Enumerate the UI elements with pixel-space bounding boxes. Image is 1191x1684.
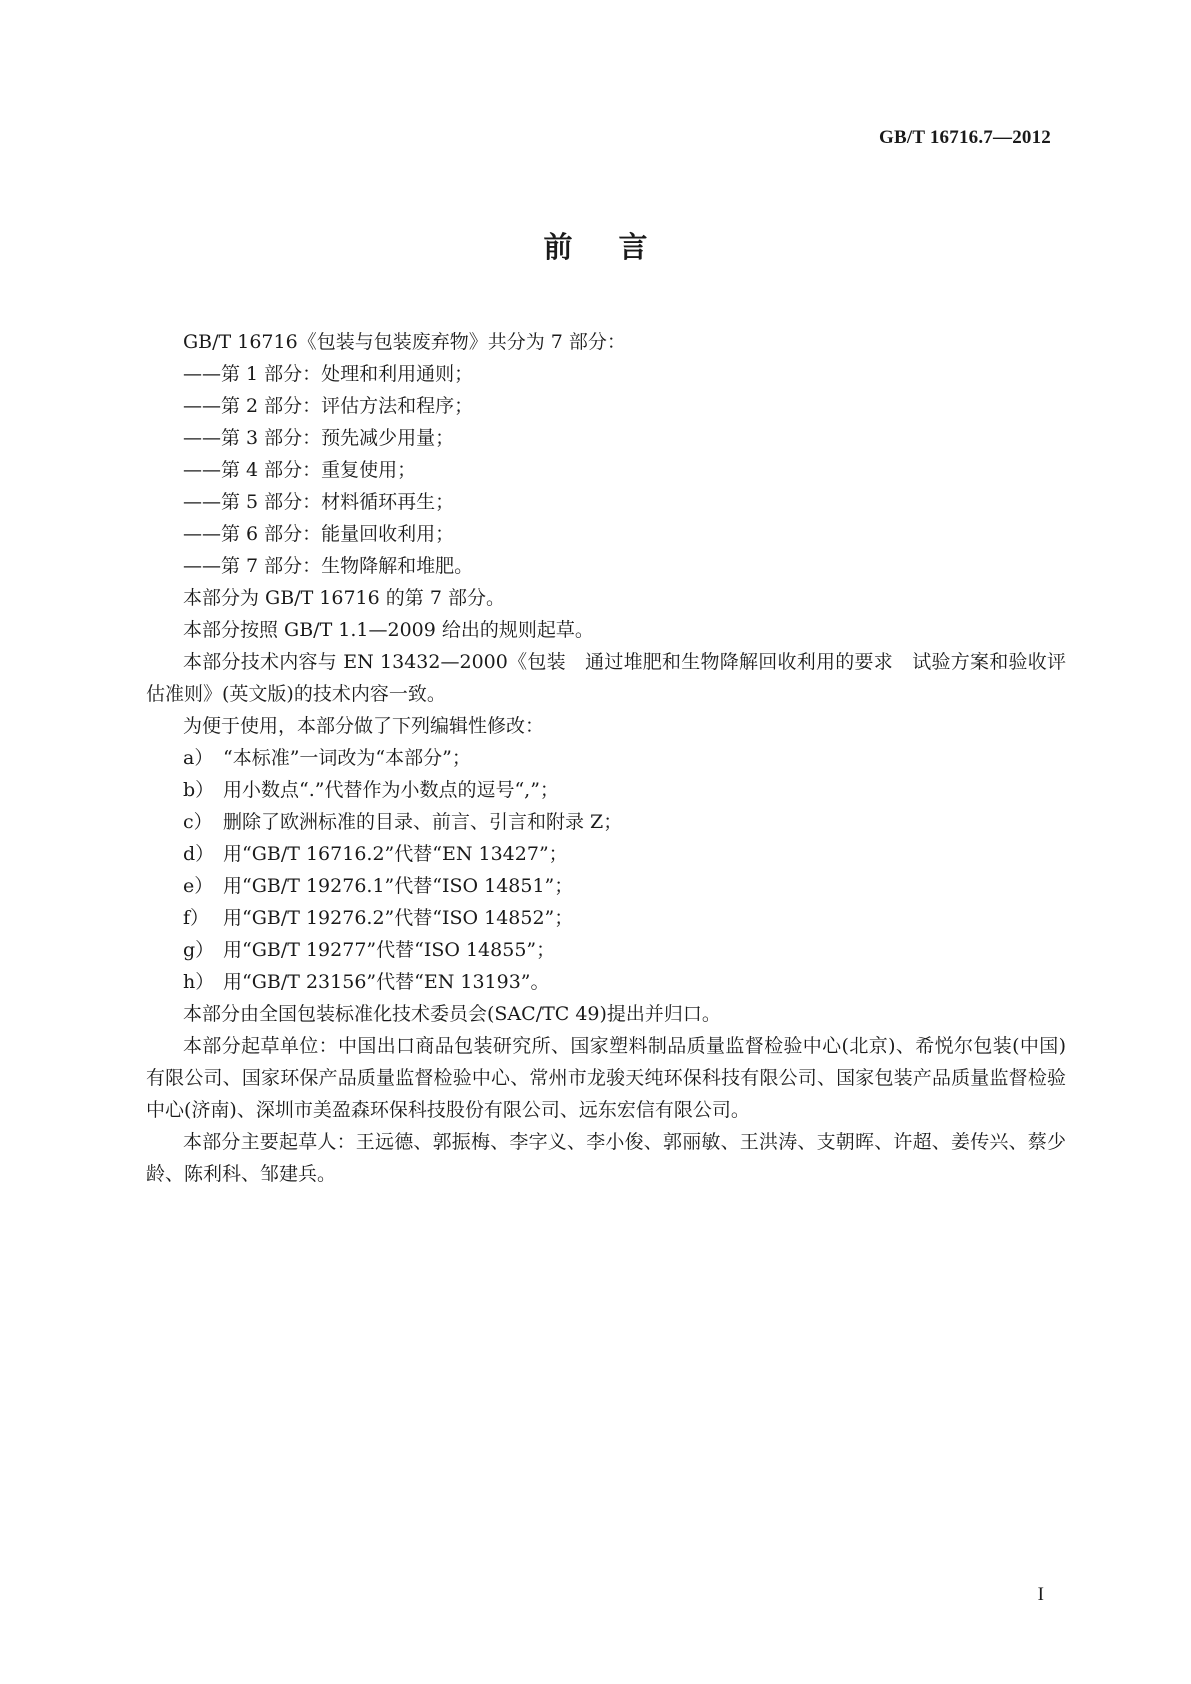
part-item: ——第 7 部分：生物降解和堆肥。 bbox=[183, 555, 474, 577]
intro-paragraph: GB/T 16716《包装与包装废弃物》共分为 7 部分： bbox=[183, 331, 626, 353]
edit-item-text: 用“GB/T 19276.1”代替“ISO 14851”； bbox=[223, 875, 574, 897]
part-item: ——第 6 部分：能量回收利用； bbox=[183, 523, 455, 545]
edit-item-label: b） bbox=[183, 779, 215, 801]
edit-item bbox=[146, 966, 1066, 998]
consistency-paragraph: 本部分技术内容与 EN 13432—2000《包装 通过堆肥和生物降解回收利用的要求 试验方案和验收评估准则》(英文版)的技术内容一致。 bbox=[146, 651, 1066, 705]
edit-item bbox=[146, 902, 1066, 934]
edits-intro-paragraph: 为便于使用，本部分做了下列编辑性修改： bbox=[183, 715, 545, 737]
proposed-by-paragraph: 本部分由全国包装标准化技术委员会(SAC/TC 49)提出并归口。 bbox=[183, 1003, 721, 1025]
edit-item-text: “本标准”一词改为“本部分”； bbox=[223, 747, 471, 769]
drafting-rules-paragraph: 本部分按照 GB/T 1.1—2009 给出的规则起草。 bbox=[183, 619, 594, 641]
page-number: I bbox=[1037, 1584, 1044, 1605]
drafters-paragraph: 本部分主要起草人：王远德、郭振梅、李字义、李小俊、郭丽敏、王洪涛、支朝晖、许超、姜传兴、蔡少龄、陈利科、邹建兵。 bbox=[146, 1131, 1066, 1185]
standard-code: GB/T 16716.7—2012 bbox=[879, 127, 1051, 148]
edit-item-text: 用“GB/T 19277”代替“ISO 14855”； bbox=[223, 939, 556, 961]
edit-item-text: 用“GB/T 23156”代替“EN 13193”。 bbox=[223, 971, 550, 993]
edit-item bbox=[146, 806, 1066, 838]
edit-item-label: a） bbox=[183, 747, 214, 769]
part-item: ——第 1 部分：处理和利用通则； bbox=[183, 363, 474, 385]
edit-item-label: c） bbox=[183, 811, 213, 833]
foreword-body bbox=[146, 326, 1066, 1190]
edit-item bbox=[146, 934, 1066, 966]
edit-item-label: h） bbox=[183, 971, 215, 993]
edit-item-label: f） bbox=[183, 907, 210, 929]
edit-item-text: 删除了欧洲标准的目录、前言、引言和附录 Z； bbox=[223, 811, 623, 833]
drafting-units-paragraph: 本部分起草单位：中国出口商品包装研究所、国家塑料制品质量监督检验中心(北京)、希悦尔包装(中国)有限公司、国家环保产品质量监督检验中心、常州市龙骏天纯环保科技有限公司、国家包装产品质量监督检验中心(济南)、深圳市美盈森环保科技股份有限公司、远东宏信有限公司。 bbox=[146, 1035, 1066, 1121]
part-item: ——第 2 部分：评估方法和程序； bbox=[183, 395, 474, 417]
edit-item-text: 用“GB/T 19276.2”代替“ISO 14852”； bbox=[223, 907, 574, 929]
edit-item-label: e） bbox=[183, 875, 214, 897]
page-title: 前言 bbox=[543, 230, 694, 264]
edit-item bbox=[146, 742, 1066, 774]
edit-item-label: d） bbox=[183, 843, 215, 865]
edit-item-text: 用小数点“.”代替作为小数点的逗号“,”； bbox=[223, 779, 559, 801]
edit-item-label: g） bbox=[183, 939, 215, 961]
part-of-paragraph: 本部分为 GB/T 16716 的第 7 部分。 bbox=[183, 587, 505, 609]
edit-item bbox=[146, 870, 1066, 902]
edit-item bbox=[146, 838, 1066, 870]
edit-item-text: 用“GB/T 16716.2”代替“EN 13427”； bbox=[223, 843, 568, 865]
part-item: ——第 4 部分：重复使用； bbox=[183, 459, 417, 481]
edit-item bbox=[146, 774, 1066, 806]
part-item: ——第 3 部分：预先减少用量； bbox=[183, 427, 455, 449]
part-item: ——第 5 部分：材料循环再生； bbox=[183, 491, 455, 513]
